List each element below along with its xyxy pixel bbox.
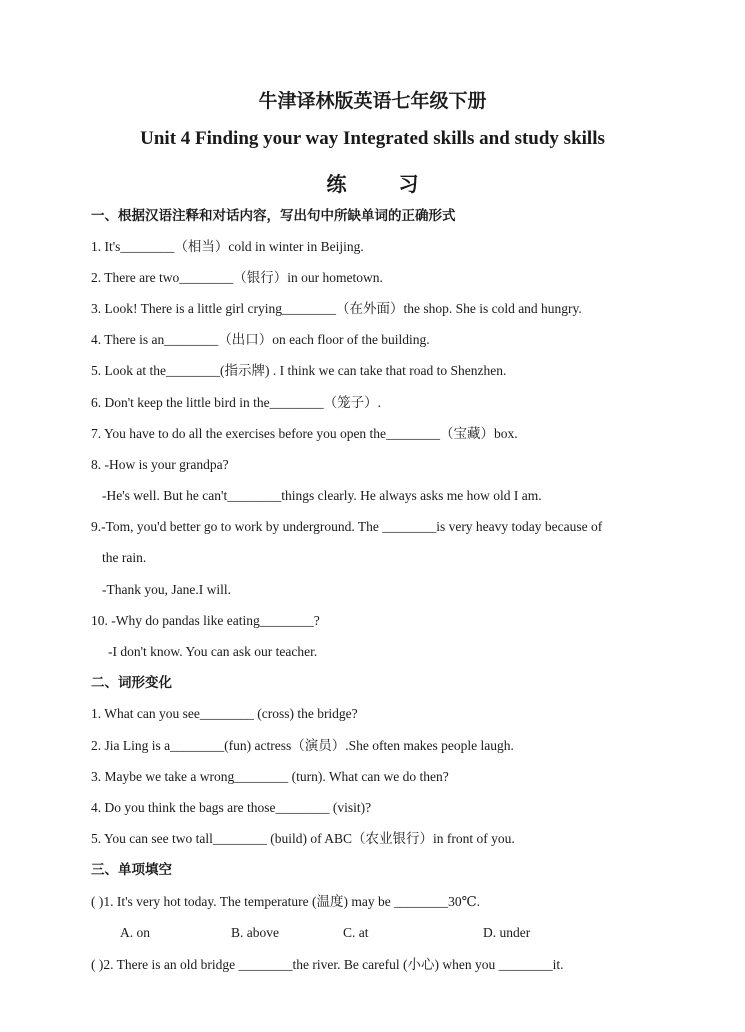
option-b: B. above (231, 925, 279, 940)
section-heading-word-forms: 二、词形变化 (91, 675, 172, 690)
list-item: 9.-Tom, you'd better go to work by underground. The ________is very heavy today because of (91, 519, 603, 534)
list-item: 6. Don't keep the little bird in the________（笼子）. (91, 395, 382, 410)
list-item: -Thank you, Jane.I will. (102, 582, 231, 597)
list-item: 1. What can you see________ (cross) the bridge? (91, 706, 358, 721)
practice-char-2: 习 (398, 174, 419, 196)
list-item: the rain. (102, 550, 147, 565)
list-item: -He's well. But he can't________things clearly. He always asks me how old I am. (102, 488, 542, 503)
question-1: ( )1. It's very hot today. The temperature (温度) may be ________30℃. (91, 894, 481, 909)
list-item: 10. -Why do pandas like eating________? (91, 613, 320, 628)
list-item: 3. Look! There is a little girl crying________（在外面）the shop. She is cold and hungry. (91, 301, 582, 316)
page-title-practice (0, 168, 745, 197)
list-item: 1. It's________（相当）cold in winter in Beijing. (91, 239, 364, 254)
section-heading-multiple-choice: 三、单项填空 (91, 862, 172, 877)
list-item: 2. Jia Ling is a________(fun) actress（演员）.She often makes people laugh. (91, 738, 514, 753)
page-title-en: Unit 4 Finding your way Integrated skills and study skills (140, 128, 605, 149)
list-item: 5. Look at the________(指示牌) . I think we can take that road to Shenzhen. (91, 363, 507, 378)
list-item: 3. Maybe we take a wrong________ (turn). What can we do then? (91, 769, 449, 784)
list-item: 5. You can see two tall________ (build) of ABC（农业银行）in front of you. (91, 831, 515, 846)
practice-char-1: 练 (326, 174, 347, 196)
list-item: -I don't know. You can ask our teacher. (108, 644, 318, 659)
list-item: 8. -How is your grandpa? (91, 457, 229, 472)
list-item: 7. You have to do all the exercises before you open the________（宝藏）box. (91, 426, 518, 441)
option-a: A. on (120, 925, 150, 940)
option-d: D. under (483, 925, 531, 940)
option-c: C. at (343, 925, 369, 940)
section-heading-vocab: 一、根据汉语注释和对话内容，写出句中所缺单词的正确形式 (91, 208, 456, 223)
list-item: 2. There are two________（银行）in our hometown. (91, 270, 383, 285)
question-2: ( )2. There is an old bridge ________the river. Be careful (小心) when you ________it. (91, 957, 564, 972)
page-title-cn: 牛津译林版英语七年级下册 (258, 91, 487, 112)
list-item: 4. There is an________（出口）on each floor of the building. (91, 332, 430, 347)
list-item: 4. Do you think the bags are those________ (visit)? (91, 800, 372, 815)
